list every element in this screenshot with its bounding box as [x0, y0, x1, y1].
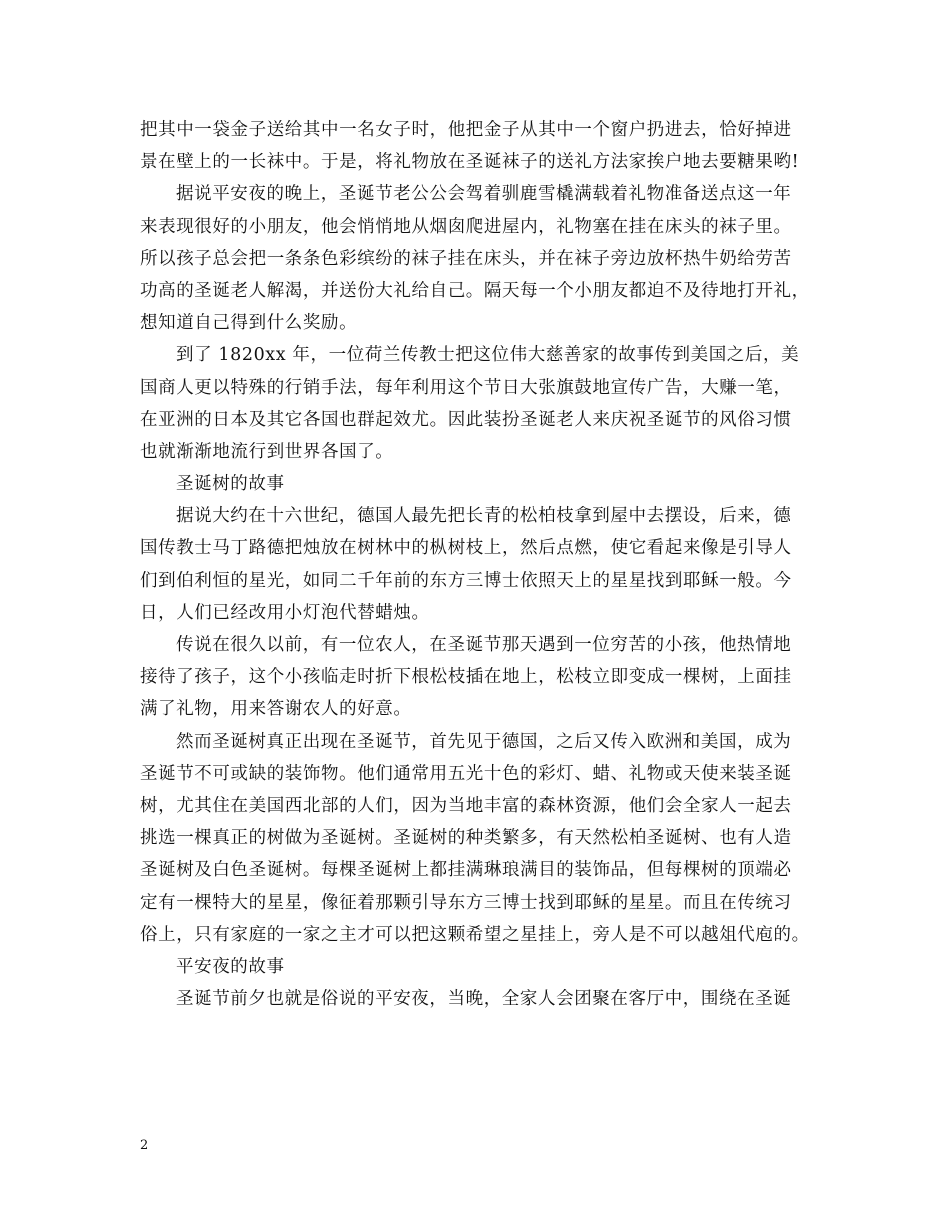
text-line: 来表现很好的小朋友，他会悄悄地从烟囱爬进屋内，礼物塞在挂在床头的袜子里。: [140, 216, 792, 237]
text-line: 日，人们已经改用小灯泡代替蜡烛。: [140, 602, 430, 623]
text-line: 圣诞树的故事: [176, 474, 285, 495]
text-line: 国商人更以特殊的行销手法，每年利用这个节日大张旗鼓地宣传广告，大赚一笔，: [140, 377, 792, 398]
text-line: 平安夜的故事: [176, 956, 285, 977]
text-line: 把其中一袋金子送给其中一名女子时，他把金子从其中一个窗户扔进去，恰好掉进: [140, 120, 792, 140]
text-line: 据说平安夜的晚上，圣诞节老公公会驾着驯鹿雪橇满载着礼物准备送点这一年: [176, 184, 792, 205]
text-line: 所以孩子总会把一条条色彩缤纷的袜子挂在床头，并在袜子旁边放杯热牛奶给劳苦: [140, 248, 792, 269]
text-line: 满了礼物，用来答谢农人的好意。: [140, 699, 412, 720]
text-line: 定有一棵特大的星星，像征着那颗引导东方三博士找到耶稣的星星。而且在传统习: [140, 892, 792, 913]
text-line: 树，尤其住在美国西北部的人们，因为当地丰富的森林资源，他们会全家人一起去: [140, 795, 792, 816]
text-line: 国传教士马丁路德把烛放在树林中的枞树枝上，然后点燃，使它看起来像是引导人: [140, 538, 792, 559]
text-line: 据说大约在十六世纪，德国人最先把长青的松柏枝拿到屋中去摆设，后来，德: [176, 506, 792, 527]
text-line: 到了 1820xx 年，一位荷兰传教士把这位伟大慈善家的故事传到美国之后，美: [176, 345, 800, 366]
text-line: 也就渐渐地流行到世界各国了。: [140, 441, 394, 462]
document-body: [140, 114, 820, 1015]
text-line: 圣诞树及白色圣诞树。每棵圣诞树上都挂满琳琅满目的装饰品，但每棵树的顶端必: [140, 860, 792, 881]
text-line: 圣诞节不可或缺的装饰物。他们通常用五光十色的彩灯、蜡、礼物或天使来装圣诞: [140, 763, 792, 784]
text-line: 俗上，只有家庭的一家之主才可以把这颗希望之星挂上，旁人是不可以越俎代庖的。: [140, 924, 810, 945]
text-line: 然而圣诞树真正出现在圣诞节，首先见于德国，之后又传入欧洲和美国，成为: [176, 731, 792, 752]
text-line: 接待了孩子，这个小孩临走时折下根松枝插在地上，松枝立即变成一棵树，上面挂: [140, 667, 792, 688]
text-line: 传说在很久以前，有一位农人，在圣诞节那天遇到一位穷苦的小孩，他热情地: [176, 635, 792, 655]
text-line: 在亚洲的日本及其它各国也群起效尤。因此装扮圣诞老人来庆祝圣诞节的风俗习惯: [140, 409, 792, 430]
text-line: 们到伯利恒的星光，如同二千年前的东方三博士依照天上的星星找到耶稣一般。今: [140, 570, 792, 591]
text-line: 圣诞节前夕也就是俗说的平安夜，当晚，全家人会团聚在客厅中，围绕在圣诞: [176, 989, 792, 1010]
text-line: 功高的圣诞老人解渴，并送份大礼给自己。隔天每一个小朋友都迫不及待地打开礼，: [140, 280, 810, 301]
text-line: 挑选一棵真正的树做为圣诞树。圣诞树的种类繁多，有天然松柏圣诞树、也有人造: [140, 828, 792, 849]
page-number: 2: [140, 1138, 149, 1153]
text-line: 想知道自己得到什么奖励。: [140, 313, 358, 334]
text-line: 景在壁上的一长袜中。于是，将礼物放在圣诞袜子的送礼方法家挨户地去要糖果哟!: [140, 152, 800, 173]
